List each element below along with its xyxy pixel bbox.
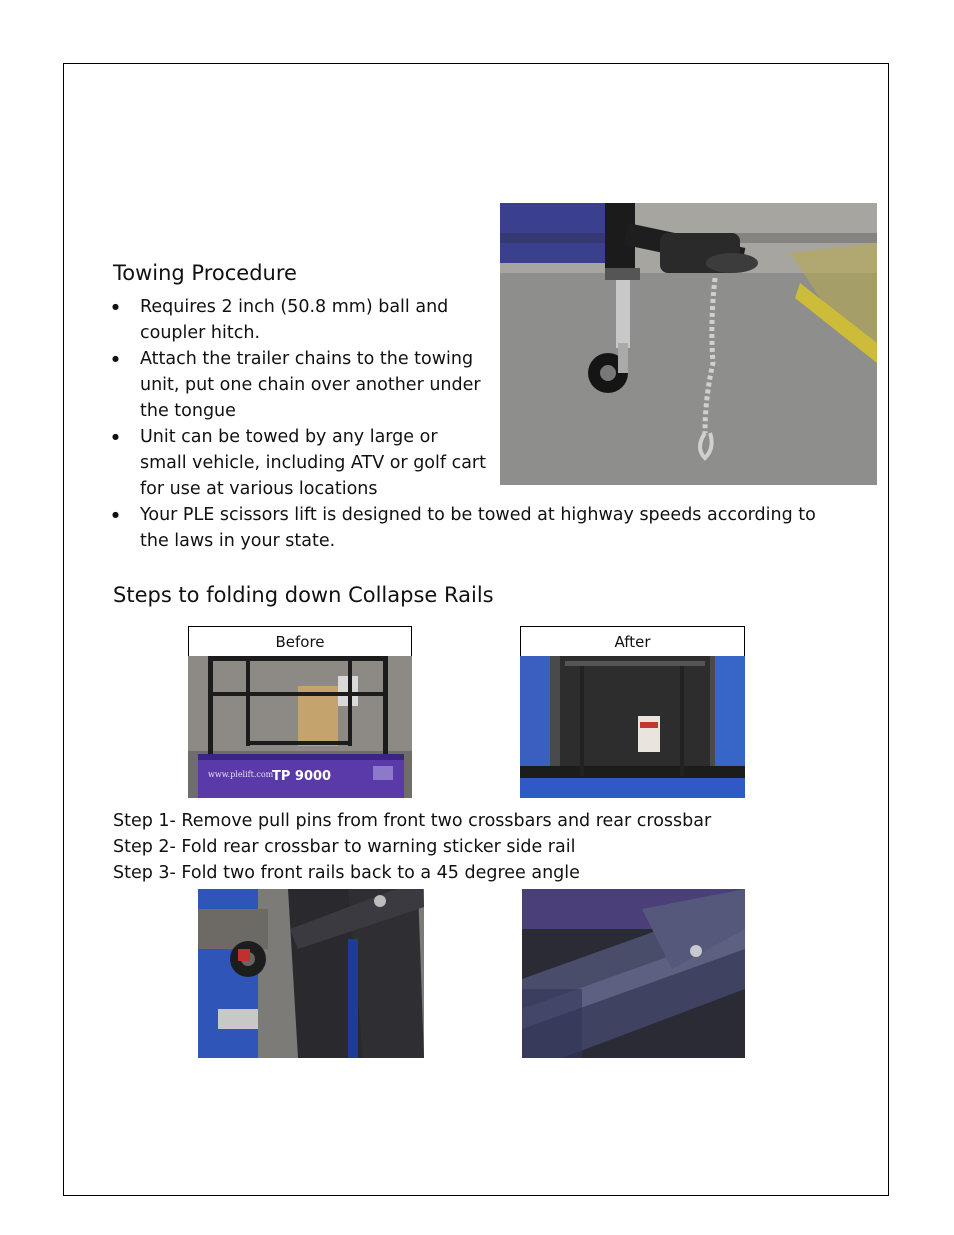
step-3: Step 3- Fold two front rails back to a 45 degree angle — [113, 863, 580, 883]
before-photo — [188, 656, 412, 798]
list-item — [112, 502, 840, 554]
list-item-text: Attach the trailer chains to the towing unit, put one chain over another under the tongue — [140, 349, 481, 421]
after-photo — [520, 656, 745, 798]
before-photo-website: www.plelift.com — [208, 770, 274, 779]
collapse-heading: Steps to folding down Collapse Rails — [113, 583, 494, 607]
list-item — [112, 294, 486, 346]
list-item-text: Your PLE scissors lift is designed to be towed at highway speeds according to the laws in your state. — [140, 505, 816, 551]
steps-list — [113, 808, 711, 886]
before-caption: Before — [188, 626, 412, 657]
rail-detail-photo-left — [198, 889, 424, 1058]
towing-list — [112, 294, 840, 554]
list-item — [112, 346, 486, 424]
list-item-text: Unit can be towed by any large or small vehicle, including ATV or golf cart for use at various locations — [140, 427, 486, 499]
list-item-text: Requires 2 inch (50.8 mm) ball and coupler hitch. — [140, 297, 449, 343]
step-1: Step 1- Remove pull pins from front two crossbars and rear crossbar — [113, 811, 712, 831]
list-item — [112, 424, 486, 502]
after-caption: After — [520, 626, 745, 657]
before-photo-model: TP 9000 — [272, 769, 332, 784]
rail-detail-photo-right — [522, 889, 745, 1058]
step-2: Step 2- Fold rear crossbar to warning sticker side rail — [113, 837, 576, 857]
towing-heading: Towing Procedure — [113, 261, 297, 285]
